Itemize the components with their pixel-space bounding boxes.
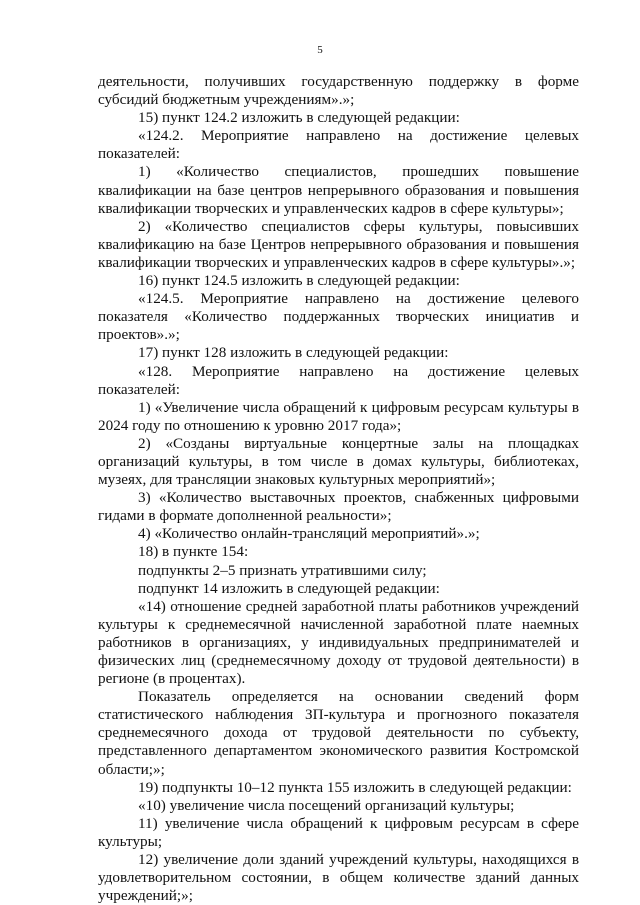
paragraph: 1) «Увеличение числа обращений к цифровым ресурсам культуры в 2024 году по отношению к уровню 2017 года»;: [98, 398, 579, 434]
paragraph: 3) «Количество выставочных проектов, снабженных цифровыми гидами в формате дополненной реальности»;: [98, 489, 579, 525]
paragraph: подпункт 14 изложить в следующей редакции:: [138, 579, 440, 597]
paragraph: 17) пункт 128 изложить в следующей редакции:: [138, 344, 449, 362]
paragraph: «124.5. Мероприятие направлено на достижение целевого показателя «Количество поддержанных творческих инициатив и проектов».»;: [98, 290, 579, 344]
paragraph: 2) «Количество специалистов сферы культуры, повысивших квалификацию на базе Центров непрерывного образования и повышения квалификации творческих и управленческих кадров в сфере культуры».»;: [98, 217, 579, 271]
page-number: 5: [317, 44, 323, 56]
document-body: [98, 73, 579, 905]
paragraph: «10) увеличение числа посещений организаций культуры;: [138, 796, 515, 814]
paragraph: «128. Мероприятие направлено на достижение целевых показателей:: [98, 362, 579, 398]
paragraph: 16) пункт 124.5 изложить в следующей редакции:: [138, 272, 460, 290]
paragraph: Показатель определяется на основании сведений форм статистического наблюдения ЗП-культура и прогнозного показателя среднемесячного дохода от трудовой деятельности по субъекту, представленного департаментом экономического развития Костромской области;»;: [98, 688, 579, 778]
paragraph: 18) в пункте 154:: [138, 543, 249, 561]
paragraph: 15) пункт 124.2 изложить в следующей редакции:: [138, 109, 460, 127]
paragraph: 19) подпункты 10–12 пункта 155 изложить в следующей редакции:: [138, 778, 572, 796]
paragraph: подпункты 2–5 признать утратившими силу;: [138, 561, 427, 579]
paragraph: «14) отношение средней заработной платы работников учреждений культуры к среднемесячной начисленной заработной плате наемных работников в организациях, у индивидуальных предпринимателей и физических лиц (среднемесячному доходу от трудовой деятельности) в регионе (в процентах).: [98, 597, 579, 688]
paragraph: «124.2. Мероприятие направлено на достижение целевых показателей:: [98, 127, 579, 163]
paragraph: деятельности, получивших государственную поддержку в форме субсидий бюджетным учреждениям».»;: [98, 73, 579, 109]
paragraph: 2) «Созданы виртуальные концертные залы на площадках организаций культуры, в том числе в домах культуры, библиотеках, музеях, для трансляции знаковых культурных мероприятий»;: [98, 434, 579, 489]
paragraph: 11) увеличение числа обращений к цифровым ресурсам в сфере культуры;: [98, 814, 579, 850]
paragraph: 4) «Количество онлайн-трансляций мероприятий».»;: [138, 525, 480, 543]
paragraph: 1) «Количество специалистов, прошедших повышение квалификации на базе центров непрерывного образования и повышения квалификации творческих и управленческих кадров в сфере культуры»;: [98, 163, 579, 217]
paragraph: 12) увеличение доли зданий учреждений культуры, находящихся в удовлетворительном состоянии, в общем количестве зданий данных учреждений;»;: [98, 851, 579, 905]
